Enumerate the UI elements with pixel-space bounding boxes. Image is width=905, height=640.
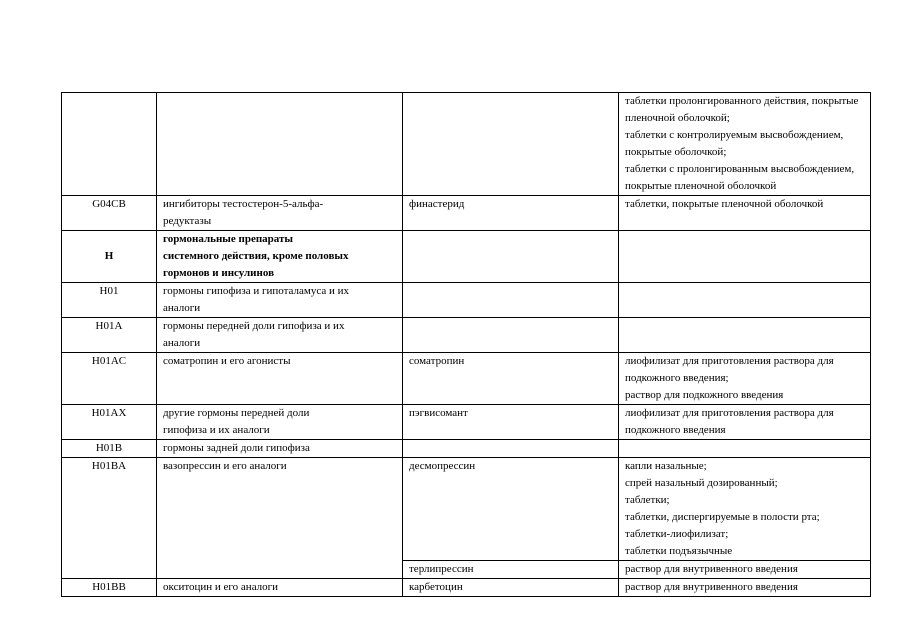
drug-name-cell: десмопрессин [403, 458, 619, 561]
dosage-form-cell: таблетки, покрытые пленочной оболочкой [619, 196, 871, 231]
dosage-form-cell: капли назальные; спрей назальный дозированный; таблетки; таблетки, диспергируемые в полости рта; таблетки-лиофилизат; таблетки подъязычные [619, 458, 871, 561]
dosage-form-cell [619, 318, 871, 353]
drug-name-cell: финастерид [403, 196, 619, 231]
dosage-form-cell [619, 231, 871, 283]
group-name-cell: вазопрессин и его аналоги [157, 458, 403, 579]
drug-name-cell [403, 93, 619, 196]
group-name-cell: другие гормоны передней доли гипофиза и их аналоги [157, 405, 403, 440]
group-name-cell: ингибиторы тестостерон-5-альфа- редуктазы [157, 196, 403, 231]
table-row [62, 458, 871, 561]
group-name-cell: гормоны задней доли гипофиза [157, 440, 403, 458]
group-name-cell: гормоны передней доли гипофиза и их аналоги [157, 318, 403, 353]
drug-name-cell [403, 231, 619, 283]
dosage-form-cell: раствор для внутривенного введения [619, 579, 871, 597]
table-row [62, 196, 871, 231]
table-row [62, 231, 871, 283]
drug-name-cell: карбетоцин [403, 579, 619, 597]
dosage-form-cell: раствор для внутривенного введения [619, 561, 871, 579]
drug-name-cell [403, 440, 619, 458]
drug-name-cell [403, 283, 619, 318]
group-name-cell: соматропин и его агонисты [157, 353, 403, 405]
atc-code-cell: H [62, 231, 157, 283]
drug-name-cell [403, 318, 619, 353]
atc-code-cell: G04CB [62, 196, 157, 231]
group-name-cell [157, 93, 403, 196]
table-row [62, 405, 871, 440]
table-row [62, 579, 871, 597]
dosage-form-cell: лиофилизат для приготовления раствора для подкожного введения [619, 405, 871, 440]
dosage-form-cell: таблетки пролонгированного действия, покрытые пленочной оболочкой; таблетки с контролируемым высвобождением, покрытые оболочкой; таблетки с пролонгированным высвобождением, покрытые пленочной оболочкой [619, 93, 871, 196]
dosage-form-cell [619, 283, 871, 318]
dosage-form-cell: лиофилизат для приготовления раствора для подкожного введения; раствор для подкожного введения [619, 353, 871, 405]
drug-table [61, 92, 871, 597]
table-row [62, 283, 871, 318]
atc-code-cell: H01BB [62, 579, 157, 597]
atc-code-cell: H01A [62, 318, 157, 353]
drug-name-cell: терлипрессин [403, 561, 619, 579]
dosage-form-cell [619, 440, 871, 458]
group-name-cell: гормональные препараты системного действия, кроме половых гормонов и инсулинов [157, 231, 403, 283]
table-row [62, 440, 871, 458]
table-row [62, 353, 871, 405]
atc-code-cell: H01AX [62, 405, 157, 440]
table-row [62, 93, 871, 196]
group-name-cell: окситоцин и его аналоги [157, 579, 403, 597]
table-row [62, 318, 871, 353]
atc-code-cell: H01BA [62, 458, 157, 579]
drug-name-cell: пэгвисомант [403, 405, 619, 440]
atc-code-cell: H01B [62, 440, 157, 458]
group-name-cell: гормоны гипофиза и гипоталамуса и их аналоги [157, 283, 403, 318]
atc-code-cell: H01 [62, 283, 157, 318]
atc-code-cell: H01AC [62, 353, 157, 405]
drug-name-cell: соматропин [403, 353, 619, 405]
atc-code-cell [62, 93, 157, 196]
